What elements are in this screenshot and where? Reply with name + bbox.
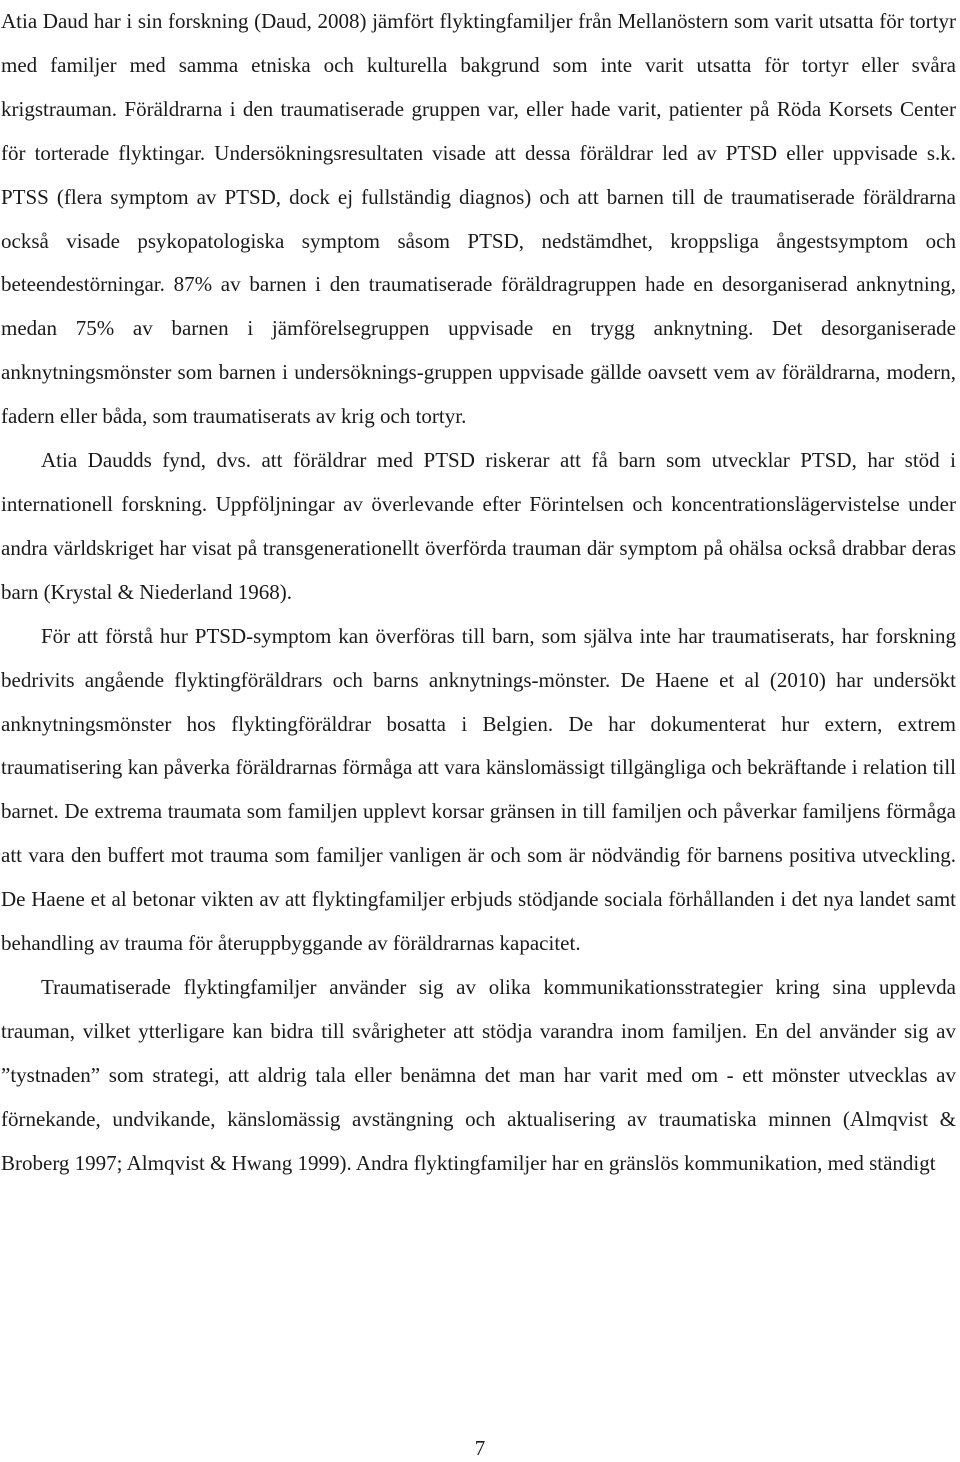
paragraph-daud-findings: Atia Daudds fynd, dvs. att föräldrar med PTSD riskerar att få barn som utvecklar PTSD, har stöd i internationell forskning. Uppföljningar av överlevande efter Förintelsen och koncentrationslägervistelse under andra världskriget har visat på transgenerationellt överförda trauman där symptom på ohälsa också drabbar deras barn (Krystal & Niederland 1968). bbox=[1, 448, 956, 604]
paragraph-attachment-research: För att förstå hur PTSD-symptom kan överföras till barn, som själva inte har traumatiserats, har forskning bedrivits angående flyktingföräldrars och barns anknytnings-mönster. De Haene et al (2010) har undersökt anknytningsmönster hos flyktingföräldrar bosatta i Belgien. De har dokumenterat hur extern, extrem traumatisering kan påverka föräldrarnas förmåga att vara känslomässigt tillgängliga och bekräftande i relation till barnet. De extrema traumata som familjen upplevt korsar gränsen in till familjen och påverkar familjens förmåga att vara den buffert mot trauma som familjer vanligen är och som är nödvändig för barnens positiva utveckling. De Haene et al betonar vikten av att flyktingfamiljer erbjuds stödjande sociala förhållanden i det nya landet samt behandling av trauma för återuppbyggande av föräldrarnas kapacitet. bbox=[1, 623, 956, 956]
page-number: 7 bbox=[474, 1436, 486, 1460]
paragraph-communication-strategies: Traumatiserade flyktingfamiljer använder sig av olika kommunikationsstrategier kring sina upplevda trauman, vilket ytterligare kan bidra till svårigheter att stödja varandra inom familjen. En del använder sig av ”tystnaden” som strategi, att aldrig tala eller benämna det man har varit med om - ett mönster utvecklas av förnekande, undvikande, känslomässig avstängning och aktualisering av traumatiska minnen (Almqvist & Broberg 1997; Almqvist & Hwang 1999). Andra flyktingfamiljer har en gränslös kommunikation, med ständigt bbox=[1, 974, 956, 1175]
document-body bbox=[1, 0, 956, 1185]
paragraph-daud-study: Atia Daud har i sin forskning (Daud, 2008) jämfört flyktingfamiljer från Mellanöstern som varit utsatta för tortyr med familjer med samma etniska och kulturella bakgrund som inte varit utsatta för tortyr eller svåra krigstrauman. Föräldrarna i den traumatiserade gruppen var, eller hade varit, patienter på Röda Korsets Center för torterade flyktingar. Undersökningsresultaten visade att dessa föräldrar led av PTSD eller uppvisade s.k. PTSS (flera symptom av PTSD, dock ej fullständig diagnos) och att barnen till de traumatiserade föräldrarna också visade psykopatologiska symptom såsom PTSD, nedstämdhet, kroppsliga ångestsymptom och beteendestörningar. 87% av barnen i den traumatiserade föräldragruppen hade en desorganiserad anknytning, medan 75% av barnen i jämförelsegruppen uppvisade en trygg anknytning. Det desorganiserade anknytningsmönster som barnen i undersöknings-gruppen uppvisade gällde oavsett vem av föräldrarna, modern, fadern eller båda, som traumatiserats av krig och tortyr. bbox=[1, 9, 956, 429]
